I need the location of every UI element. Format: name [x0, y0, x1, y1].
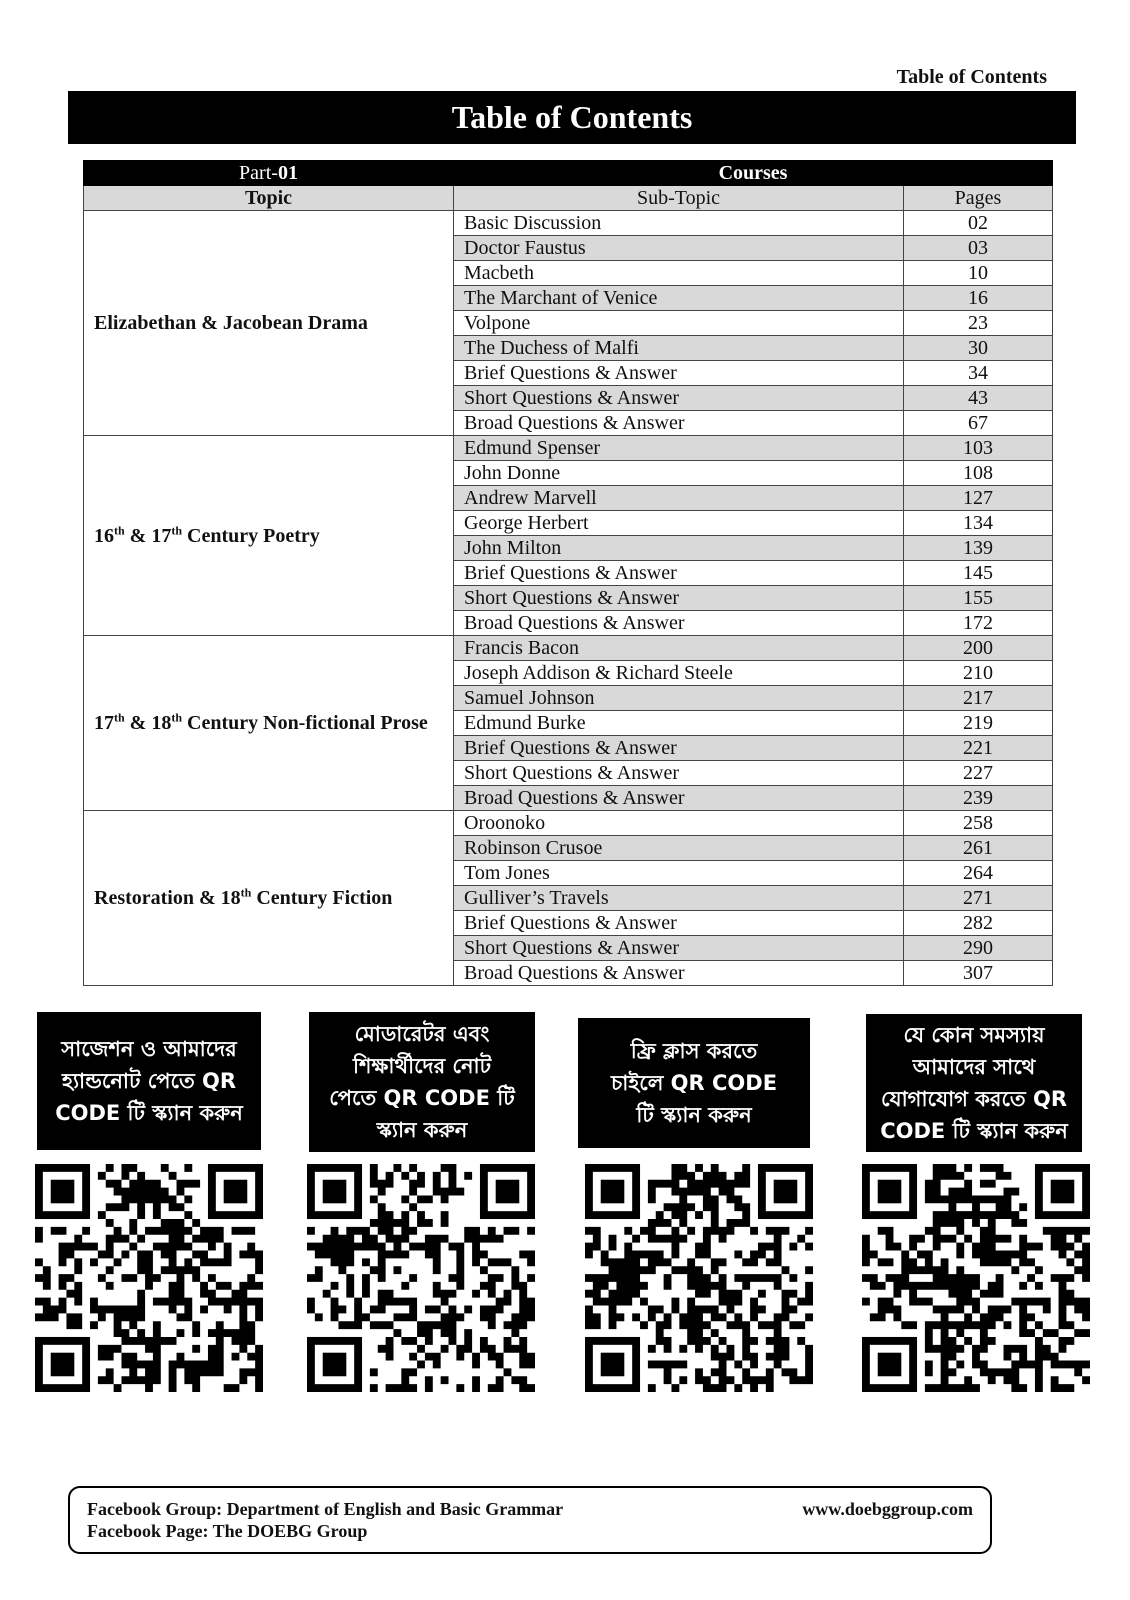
subtopic-cell[interactable]: Doctor Faustus [454, 236, 904, 261]
page-number-cell: 23 [904, 311, 1053, 336]
page-number-cell: 227 [904, 761, 1053, 786]
page-number-cell: 43 [904, 386, 1053, 411]
subtopic-cell[interactable]: Brief Questions & Answer [454, 361, 904, 386]
qr-finder-pattern [1035, 1164, 1090, 1219]
topic-text: Century Non-fictional Prose [182, 712, 428, 734]
qr-finder-pattern [862, 1337, 917, 1392]
promo-line: পেতে QR CODE টি [329, 1086, 515, 1110]
part-prefix: Part- [239, 162, 278, 184]
subtopic-cell[interactable]: Broad Questions & Answer [454, 411, 904, 436]
promo-line: যোগাযোগ করতে QR [880, 1087, 1068, 1111]
page-number-cell: 103 [904, 436, 1053, 461]
subtopic-cell[interactable]: Basic Discussion [454, 211, 904, 236]
table-row [84, 636, 1053, 661]
page-number-cell: 210 [904, 661, 1053, 686]
page-number-cell: 290 [904, 936, 1053, 961]
page-number-cell: 10 [904, 261, 1053, 286]
qr-pattern [35, 1164, 263, 1392]
topic-superscript: th [171, 710, 183, 725]
subtopic-cell[interactable]: Andrew Marvell [454, 486, 904, 511]
page-number-cell: 02 [904, 211, 1053, 236]
topic-text: Elizabethan & Jacobean Drama [94, 312, 368, 334]
page-number-cell: 108 [904, 461, 1053, 486]
promo-line: হ্যান্ডনোট পেতে QR [61, 1069, 237, 1093]
toc-table-container [83, 160, 1052, 986]
subtopic-cell[interactable]: John Milton [454, 536, 904, 561]
page-number-cell: 03 [904, 236, 1053, 261]
qr-code-moderator[interactable] [307, 1164, 535, 1392]
topic-cell [84, 436, 454, 636]
topic-text: & 17 [124, 524, 172, 547]
subtopic-cell[interactable]: Samuel Johnson [454, 686, 904, 711]
subtopic-cell[interactable]: The Duchess of Malfi [454, 336, 904, 361]
qr-finder-pattern [862, 1164, 917, 1219]
qr-code-free-class[interactable] [585, 1164, 813, 1392]
promo-box-moderator [309, 1012, 535, 1152]
topic-cell [84, 636, 454, 811]
subtopic-cell[interactable]: Short Questions & Answer [454, 761, 904, 786]
subtopic-cell[interactable]: Edmund Spenser [454, 436, 904, 461]
page-number-cell: 200 [904, 636, 1053, 661]
table-row [84, 436, 1053, 461]
subtopic-cell[interactable]: Short Questions & Answer [454, 386, 904, 411]
subtopic-cell[interactable]: Brief Questions & Answer [454, 736, 904, 761]
topic-text: Restoration & 18 [94, 887, 241, 909]
subtopic-cell[interactable]: Francis Bacon [454, 636, 904, 661]
topic-superscript: th [171, 522, 183, 537]
subtopic-cell[interactable]: Oroonoko [454, 811, 904, 836]
topic-superscript: th [114, 710, 125, 725]
promo-line: মোডারেটর এবং [354, 1022, 490, 1046]
subtopic-cell[interactable]: Edmund Burke [454, 711, 904, 736]
page-number-cell: 67 [904, 411, 1053, 436]
footer-box [68, 1486, 992, 1554]
promo-text [880, 1019, 1068, 1147]
subtopic-cell[interactable]: Volpone [454, 311, 904, 336]
subtopic-cell[interactable]: Broad Questions & Answer [454, 961, 904, 986]
column-header-pages: Pages [904, 186, 1053, 211]
part-label [84, 161, 454, 186]
promo-line: আমাদের সাথে [912, 1055, 1036, 1079]
promo-line: স্ক্যান করুন [376, 1118, 468, 1142]
footer-facebook-group: Facebook Group: Department of English and Basic Grammar [87, 1499, 564, 1519]
qr-finder-pattern [208, 1164, 263, 1219]
topic-superscript: th [114, 522, 125, 537]
subtopic-cell[interactable]: Short Questions & Answer [454, 936, 904, 961]
running-head: Table of Contents [896, 66, 1047, 88]
subtopic-cell[interactable]: Short Questions & Answer [454, 586, 904, 611]
topic-cell [84, 211, 454, 436]
page-number-cell: 127 [904, 486, 1053, 511]
subtopic-cell[interactable]: Gulliver’s Travels [454, 886, 904, 911]
page-number-cell: 221 [904, 736, 1053, 761]
qr-pattern [862, 1164, 1090, 1392]
toc-table [83, 160, 1053, 986]
promo-text [329, 1018, 514, 1146]
table-row [84, 811, 1053, 836]
column-header-topic: Topic [84, 186, 454, 211]
page-number-cell: 172 [904, 611, 1053, 636]
courses-label [454, 161, 1053, 186]
column-header-subtopic: Sub-Topic [454, 186, 904, 211]
page-number-cell: 258 [904, 811, 1053, 836]
page-number-cell: 261 [904, 836, 1053, 861]
promo-text [55, 1033, 243, 1129]
topic-text: 16 [94, 524, 114, 547]
page-number-cell: 34 [904, 361, 1053, 386]
page-number-cell: 271 [904, 886, 1053, 911]
qr-finder-pattern [307, 1164, 362, 1219]
qr-code-suggestion[interactable] [35, 1164, 263, 1392]
promo-line: CODE টি স্ক্যান করুন [880, 1119, 1068, 1143]
footer-website[interactable]: www.doebggroup.com [802, 1499, 973, 1519]
page-number-cell: 264 [904, 861, 1053, 886]
promo-box-suggestion [37, 1012, 261, 1150]
topic-text: Century Poetry [182, 524, 320, 547]
page-number-cell: 219 [904, 711, 1053, 736]
subtopic-cell[interactable]: The Marchant of Venice [454, 286, 904, 311]
promo-line: চাইলে QR CODE [610, 1071, 778, 1095]
topic-text: 17 [94, 712, 114, 734]
promo-line: CODE টি স্ক্যান করুন [55, 1101, 243, 1125]
subtopic-cell[interactable]: Broad Questions & Answer [454, 611, 904, 636]
page-number-cell: 217 [904, 686, 1053, 711]
promo-box-free-class [578, 1018, 810, 1148]
page-number-cell: 155 [904, 586, 1053, 611]
qr-finder-pattern [307, 1337, 362, 1392]
page-number-cell: 145 [904, 561, 1053, 586]
promo-line: ফ্রি ক্লাস করতে [630, 1039, 758, 1063]
qr-finder-pattern [585, 1164, 640, 1219]
table-header-columns-row [84, 186, 1053, 211]
promo-text [611, 1035, 777, 1131]
topic-superscript: th [240, 885, 252, 900]
qr-finder-pattern [480, 1164, 535, 1219]
subtopic-cell[interactable]: Macbeth [454, 261, 904, 286]
table-header-part-row [84, 161, 1053, 186]
page-number-cell: 239 [904, 786, 1053, 811]
page-number-cell: 307 [904, 961, 1053, 986]
topic-text: & 18 [124, 712, 172, 734]
subtopic-cell[interactable]: Brief Questions & Answer [454, 911, 904, 936]
subtopic-cell[interactable]: John Donne [454, 461, 904, 486]
qr-finder-pattern [585, 1337, 640, 1392]
subtopic-cell[interactable]: Broad Questions & Answer [454, 786, 904, 811]
qr-finder-pattern [758, 1164, 813, 1219]
subtopic-cell[interactable]: Robinson Crusoe [454, 836, 904, 861]
table-row [84, 211, 1053, 236]
promo-line: শিক্ষার্থীদের নোট [352, 1054, 492, 1078]
footer-facebook-page: Facebook Page: The DOEBG Group [87, 1521, 368, 1541]
promo-line: সাজেশন ও আমাদের [61, 1037, 237, 1061]
courses-label-text: Courses [718, 162, 788, 184]
topic-cell [84, 811, 454, 986]
qr-finder-pattern [35, 1164, 90, 1219]
subtopic-cell[interactable]: George Herbert [454, 511, 904, 536]
page-number-cell: 139 [904, 536, 1053, 561]
subtopic-cell[interactable]: Tom Jones [454, 861, 904, 886]
promo-box-contact [866, 1014, 1082, 1152]
promo-line: যে কোন সমস্যায় [903, 1023, 1045, 1047]
qr-pattern [585, 1164, 813, 1392]
page-title: Table of Contents [68, 91, 1076, 144]
part-number: 01 [277, 162, 298, 184]
topic-text: Century Fiction [251, 887, 393, 909]
page-number-cell: 134 [904, 511, 1053, 536]
qr-code-contact[interactable] [862, 1164, 1090, 1392]
qr-pattern [307, 1164, 535, 1392]
promo-line: টি স্ক্যান করুন [636, 1103, 752, 1127]
page-number-cell: 30 [904, 336, 1053, 361]
page-number-cell: 16 [904, 286, 1053, 311]
subtopic-cell[interactable]: Brief Questions & Answer [454, 561, 904, 586]
page-number-cell: 282 [904, 911, 1053, 936]
subtopic-cell[interactable]: Joseph Addison & Richard Steele [454, 661, 904, 686]
qr-finder-pattern [35, 1337, 90, 1392]
